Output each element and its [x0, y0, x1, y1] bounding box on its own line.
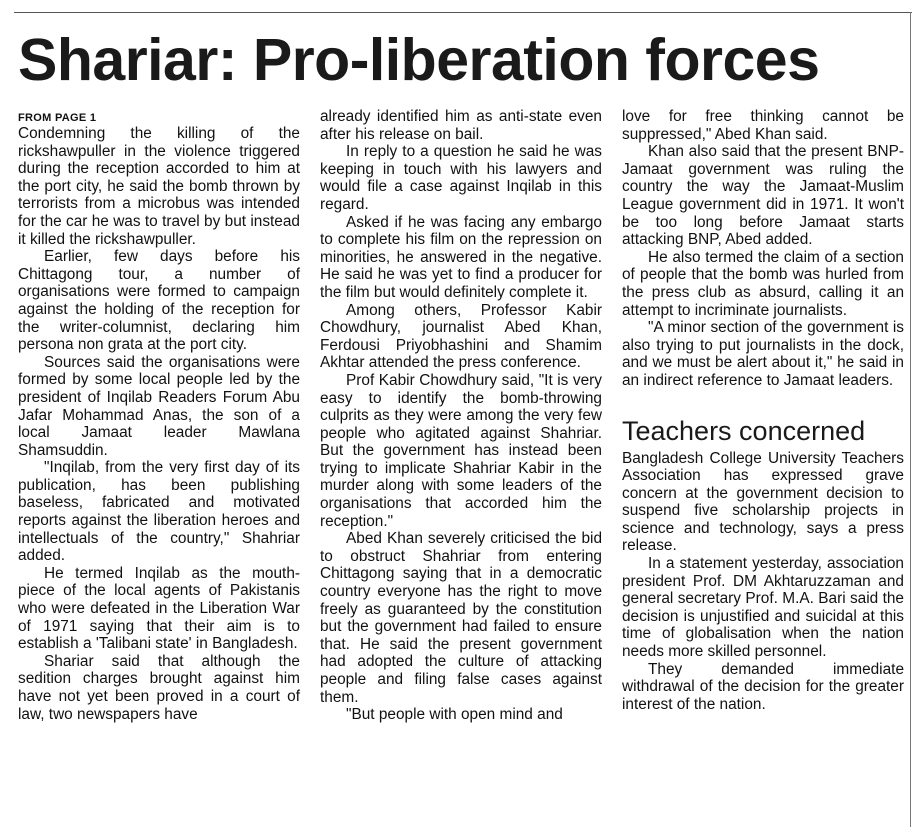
column-2 [320, 108, 602, 724]
article-paragraph: already identified him as anti-state even after his release on bail. [320, 108, 602, 143]
article-paragraph: Condemning the killing of the rickshawpuller in the violence triggered during the reception accorded to him at the port city, he said the bomb thrown by terrorists from a microbus was intended for the car he was to travel by but instead it killed the rickshawpuller. [18, 125, 300, 248]
article-paragraph: "But people with open mind and [346, 706, 563, 724]
sidebar-subhead: Teachers concerned [622, 415, 866, 446]
right-rule [910, 12, 911, 827]
column-3 [622, 108, 904, 713]
article-paragraph: "A minor section of the government is also trying to put journalists in the dock, and we must be alert about it," he said in an indirect reference to Jamaat leaders. [622, 319, 904, 389]
article-paragraph: He termed Inqilab as the mouth-piece of the local agents of Pakistanis who were defeated in the Liberation War of 1971 saying that their aim is to establish a 'Talibani state' in Bangladesh. [18, 564, 300, 653]
sidebar-paragraph: They demanded immediate withdrawal of the decision for the greater interest of the nation. [622, 660, 904, 713]
article-paragraph: In reply to a question he said he was keeping in touch with his lawyers and would file a case against Inqilab in this regard. [320, 143, 602, 213]
article-paragraph: He also termed the claim of a section of people that the bomb was hurled from the press club as absurd, calling it an attempt to incriminate journalists. [622, 248, 904, 319]
article-paragraph: Prof Kabir Chowdhury said, "It is very easy to identify the bomb-throwing culprits as they were among the very few people who agitated against Shahriar. But the government has instead been trying to implicate Shahriar Kabir in the murder along with some leaders of the organisations that accorded him the reception." [320, 371, 602, 530]
top-rule [14, 12, 912, 13]
sidebar-paragraph: In a statement yesterday, association president Prof. DM Akhtaruzzaman and general secretary Prof. M.A. Bari said the decision is unjustified and suicidal at this time of globalisation when the nation needs more skilled personnel. [622, 555, 904, 661]
column-1 [18, 108, 300, 723]
article-paragraph: "Inqilab, from the very first day of its publication, has been publishing baseless, fabricated and motivated reports against the liberation heroes and intellectuals of the country," Shahriar added. [18, 459, 300, 565]
article-paragraph: Abed Khan severely criticised the bid to obstruct Shahriar from entering Chittagong saying that in a democratic country everyone has the right to move freely as guaranteed by the constitution but the government had failed to ensure that. He said the present government had adopted the culture of attacking people and filing false cases against them. [320, 530, 602, 706]
kicker: FROM PAGE 1 [18, 112, 97, 124]
article-paragraph: Sources said the organisations were formed by some local people led by the president of Inqilab Readers Forum Abu Jafar Mohammad Anas, the son of a local Jamaat leader Mawlana Shamsuddin. [18, 353, 300, 459]
sidebar-paragraph: Bangladesh College University Teachers Association has expressed grave concern at the government decision to suspend five scholarship projects in science and technology, says a press release. [622, 449, 904, 555]
article-paragraph: Among others, Professor Kabir Chowdhury, journalist Abed Khan, Ferdousi Priyobhashini and Shamim Akhtar attended the press conference. [320, 301, 602, 372]
article-paragraph: Asked if he was facing any embargo to complete his film on the repression on minorities, he answered in the negative. He said he was yet to find a producer for the film but would definitely complete it. [320, 213, 602, 301]
article-paragraph: love for free thinking cannot be suppressed," Abed Khan said. [622, 108, 904, 143]
article-paragraph: Earlier, few days before his Chittagong tour, a number of organisations were formed to campaign against the holding of the reception for the writer-columnist, declaring him persona non grata at the port city. [18, 248, 300, 354]
article-paragraph: Shariar said that although the sedition charges brought against him have not yet been proved in a court of law, two newspapers have [18, 652, 300, 723]
article-paragraph: Khan also said that the present BNP-Jamaat government was ruling the country the way the Jamaat-Muslim League government did in 1971. It won't be too long before Jamaat starts attacking BNP, Abed added. [622, 143, 904, 249]
headline: Shariar: Pro-liberation forces [18, 27, 820, 93]
